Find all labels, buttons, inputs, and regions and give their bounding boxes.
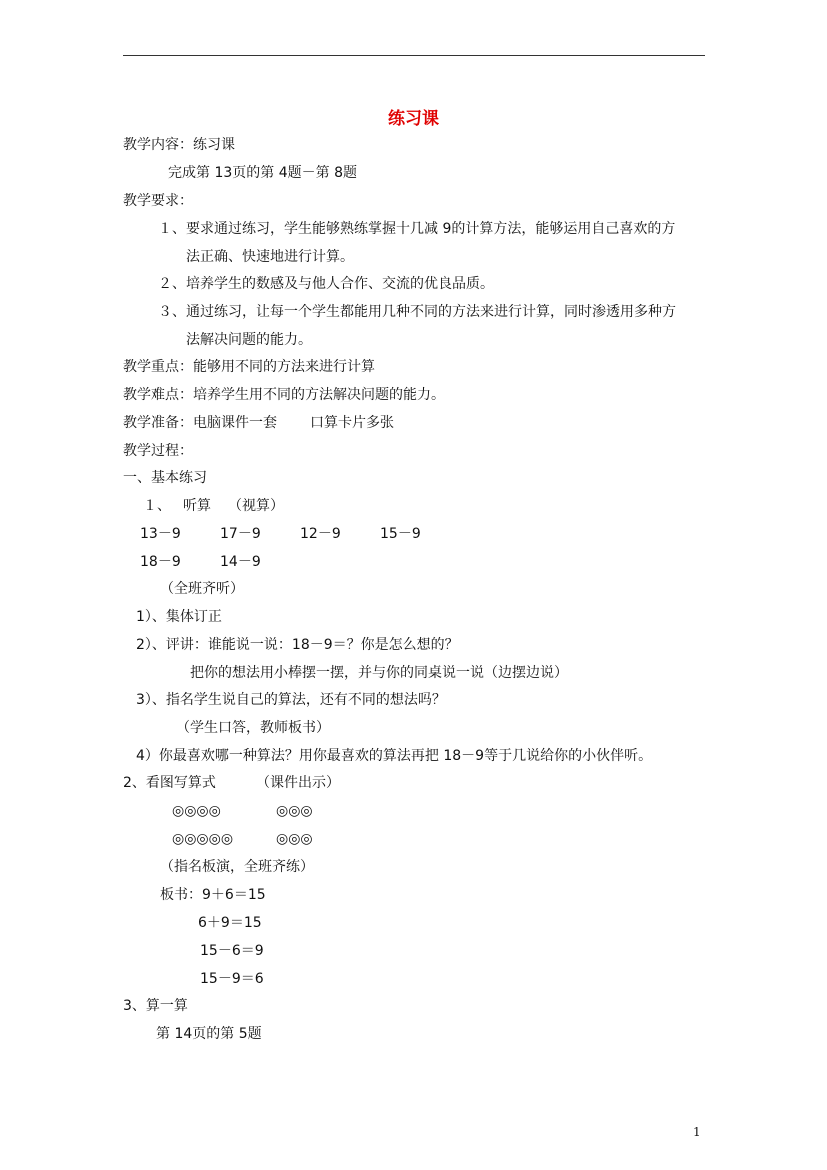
board-equation: 15－6＝9 bbox=[200, 943, 264, 959]
page-number: 1 bbox=[693, 1125, 701, 1139]
circle-group: ◎◎◎◎◎ bbox=[172, 831, 234, 847]
header-rule bbox=[123, 55, 705, 56]
section-2-heading: 2、看图写算式 bbox=[123, 775, 216, 791]
step-2-note: 把你的想法用小棒摆一摆，并与你的同桌说一说（边摆边说） bbox=[190, 665, 568, 681]
req3-text-a: 通过练习，让每一个学生都能用几种不同的方法来进行计算，同时渗透用多种方 bbox=[186, 304, 676, 320]
item-1-listen: 听算 bbox=[183, 498, 211, 514]
teaching-content: 教学内容：练习课 bbox=[123, 137, 235, 153]
step-3-note: （学生口答，教师板书） bbox=[176, 720, 330, 736]
step-2: 2）、评讲：谁能说一说：18－9＝？你是怎么想的？ bbox=[136, 637, 459, 653]
req1-text-b: 法正确、快速地进行计算。 bbox=[186, 249, 354, 265]
step-3: 3）、指名学生说自己的算法，还有不同的想法吗？ bbox=[136, 692, 446, 708]
teaching-prep-cards: 口算卡片多张 bbox=[310, 415, 394, 431]
item-1-number: １、 bbox=[143, 498, 171, 514]
section-3-detail: 第 14页的第 5题 bbox=[156, 1026, 262, 1042]
section-3-heading: 3、算一算 bbox=[123, 998, 188, 1014]
expression: 18－9 bbox=[140, 554, 181, 570]
board-equation: 15－9＝6 bbox=[200, 971, 264, 987]
section-2-practice-note: （指名板演，全班齐练） bbox=[160, 859, 314, 875]
step-4: 4）你最喜欢哪一种算法？用你最喜欢的算法再把 18－9等于几说给你的小伙伴听。 bbox=[136, 748, 653, 764]
board-equation: 板书：9＋6＝15 bbox=[160, 887, 266, 903]
expression: 13－9 bbox=[140, 526, 181, 542]
item-1-visual: （视算） bbox=[228, 498, 284, 514]
teaching-process: 教学过程： bbox=[123, 443, 193, 459]
expression: 15－9 bbox=[380, 526, 421, 542]
section-2-note: （课件出示） bbox=[256, 775, 340, 791]
req3-number: ３、 bbox=[158, 304, 186, 320]
expression: 12－9 bbox=[300, 526, 341, 542]
expression: 17－9 bbox=[220, 526, 261, 542]
req1-number: １、 bbox=[158, 221, 186, 237]
circle-group: ◎◎◎ bbox=[276, 803, 313, 819]
whole-class-note: （全班齐听） bbox=[160, 581, 244, 597]
req1-text-a: 要求通过练习，学生能够熟练掌握十几减 9的计算方法，能够运用自己喜欢的方 bbox=[186, 221, 676, 237]
teaching-content-detail: 完成第 13页的第 4题－第 8题 bbox=[168, 165, 357, 181]
circle-group: ◎◎◎ bbox=[276, 831, 313, 847]
circle-group: ◎◎◎◎ bbox=[172, 803, 221, 819]
board-equation: 6＋9＝15 bbox=[198, 915, 262, 931]
document-title: 练习课 bbox=[388, 109, 439, 129]
step-1: 1）、集体订正 bbox=[136, 609, 222, 625]
teaching-prep: 教学准备：电脑课件一套 bbox=[123, 415, 277, 431]
req3-text-b: 法解决问题的能力。 bbox=[186, 332, 312, 348]
expression: 14－9 bbox=[220, 554, 261, 570]
teaching-difficulty: 教学难点：培养学生用不同的方法解决问题的能力。 bbox=[123, 387, 445, 403]
teaching-focus: 教学重点：能够用不同的方法来进行计算 bbox=[123, 359, 375, 375]
req2-text: 培养学生的数感及与他人合作、交流的优良品质。 bbox=[186, 276, 494, 292]
requirements-label: 教学要求： bbox=[123, 193, 193, 209]
section-1-heading: 一、基本练习 bbox=[123, 470, 207, 486]
req2-number: ２、 bbox=[158, 276, 186, 292]
